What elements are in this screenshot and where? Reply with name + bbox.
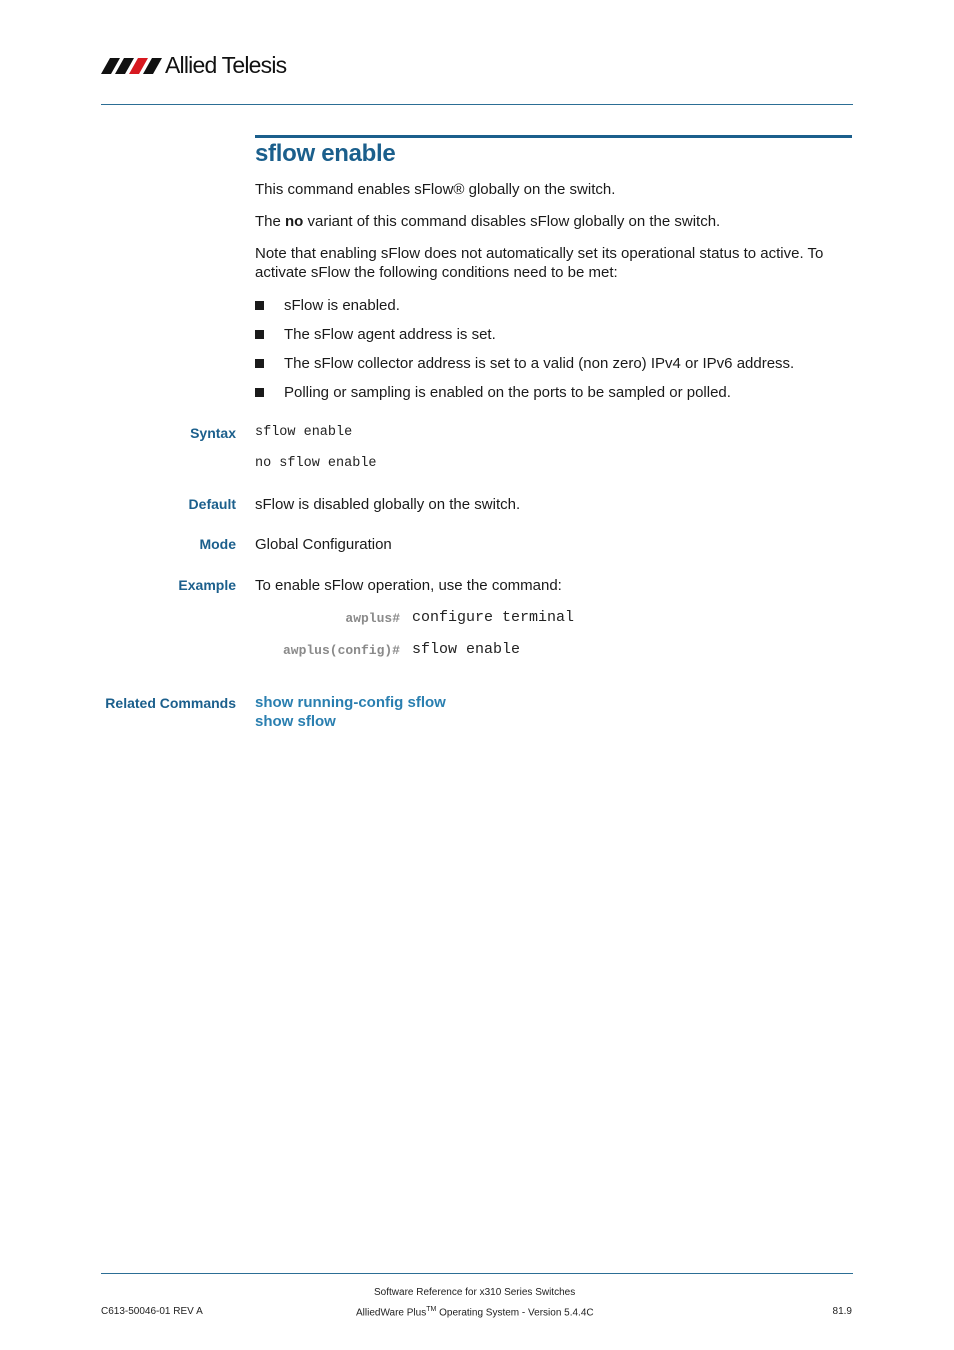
cli-command: sflow enable [412, 641, 521, 658]
no-variant-paragraph [255, 212, 845, 231]
logo-text: Allied Telesis [165, 52, 287, 78]
mode-text: Global Configuration [255, 536, 392, 553]
note-paragraph: Note that enabling sFlow does not automatically set its operational status to active. To activate sFlow the following conditions need to be met: [255, 245, 824, 281]
bullet-icon [255, 301, 264, 310]
example-text: To enable sFlow operation, use the command: [255, 577, 562, 594]
footer-os-version: AlliedWare Plus™ Operating System - Version 5.4.4C [356, 1306, 594, 1319]
bullet-icon [255, 330, 264, 339]
bullet-icon [255, 359, 264, 368]
footer-rule [101, 1273, 853, 1274]
related-commands-label: Related Commands [105, 695, 236, 711]
footer-title: Software Reference for x310 Series Switches [374, 1287, 576, 1298]
cli-command: configure terminal [412, 609, 575, 626]
syntax-label: Syntax [190, 425, 236, 441]
logo-mark-icon [101, 56, 165, 76]
list-item: Polling or sampling is enabled on the ports to be sampled or polled. [255, 383, 794, 412]
syntax-line: no sflow enable [255, 456, 377, 471]
intro-paragraph: This command enables sFlow® globally on the switch. [255, 181, 616, 198]
title-rule [255, 135, 852, 138]
conditions-list [255, 296, 794, 412]
cli-prompt: awplus(config)# [282, 643, 400, 658]
link-show-running-config-sflow[interactable]: show running-config sflow [255, 694, 446, 711]
no-variant-suffix: variant of this command disables sFlow globally on the switch. [303, 213, 721, 230]
mode-label: Mode [199, 536, 236, 552]
allied-telesis-logo [101, 52, 301, 78]
list-item: The sFlow agent address is set. [255, 325, 794, 354]
default-label: Default [188, 496, 236, 512]
default-text: sFlow is disabled globally on the switch. [255, 496, 521, 513]
list-item: The sFlow collector address is set to a valid (non zero) IPv4 or IPv6 address. [255, 354, 794, 383]
link-show-sflow[interactable]: show sflow [255, 713, 336, 730]
footer-doc-id: C613-50046-01 REV A [101, 1306, 203, 1317]
list-item: sFlow is enabled. [255, 296, 794, 325]
syntax-line: sflow enable [255, 425, 353, 440]
footer-page-number: 81.9 [832, 1306, 852, 1317]
cli-prompt: awplus# [345, 611, 400, 626]
no-variant-prefix: The [255, 213, 286, 230]
header-rule [101, 104, 853, 105]
example-label: Example [178, 577, 236, 593]
no-keyword: no [285, 213, 304, 230]
bullet-icon [255, 388, 264, 397]
page-title: sflow enable [255, 140, 396, 167]
